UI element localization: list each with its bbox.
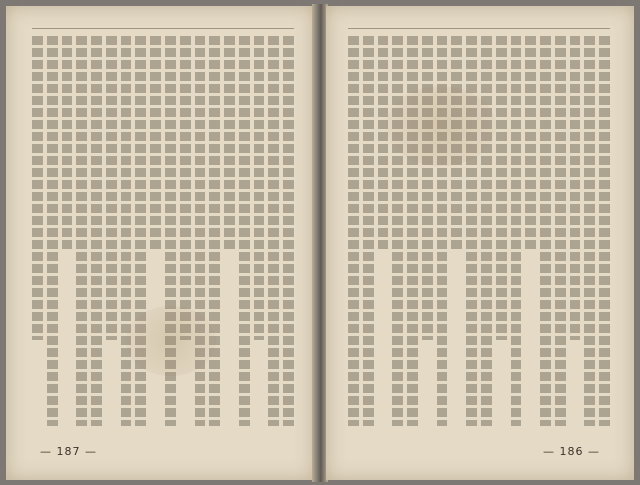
text-column bbox=[283, 36, 294, 426]
paper-stain bbox=[126, 306, 216, 376]
text-column bbox=[584, 36, 595, 426]
left-page-top-rule bbox=[32, 28, 294, 29]
text-column bbox=[363, 36, 374, 426]
text-column bbox=[91, 36, 102, 426]
text-column bbox=[540, 36, 551, 426]
text-column bbox=[239, 36, 250, 426]
text-column bbox=[570, 36, 581, 340]
text-column bbox=[106, 36, 117, 340]
text-column bbox=[121, 36, 132, 426]
text-column bbox=[268, 36, 279, 426]
text-column bbox=[378, 36, 389, 251]
text-column bbox=[209, 36, 220, 426]
text-column bbox=[481, 36, 492, 426]
text-column bbox=[348, 36, 359, 426]
text-column bbox=[180, 36, 191, 340]
text-column bbox=[555, 36, 566, 426]
text-column bbox=[599, 36, 610, 426]
right-page bbox=[326, 6, 634, 480]
text-column bbox=[150, 36, 161, 251]
text-column bbox=[392, 36, 403, 426]
text-column bbox=[511, 36, 522, 426]
text-column bbox=[32, 36, 43, 340]
text-column bbox=[525, 36, 536, 251]
text-column bbox=[62, 36, 73, 251]
text-column bbox=[254, 36, 265, 340]
right-page-text-columns bbox=[348, 36, 610, 426]
left-page-number: — 187 — bbox=[40, 445, 97, 458]
paper-stain bbox=[386, 86, 496, 166]
right-page-number: — 186 — bbox=[543, 445, 600, 458]
text-column bbox=[47, 36, 58, 426]
right-page-top-rule bbox=[348, 28, 610, 29]
text-column bbox=[422, 36, 433, 340]
text-column bbox=[224, 36, 235, 251]
text-column bbox=[76, 36, 87, 426]
text-column bbox=[496, 36, 507, 340]
left-page bbox=[6, 6, 314, 480]
